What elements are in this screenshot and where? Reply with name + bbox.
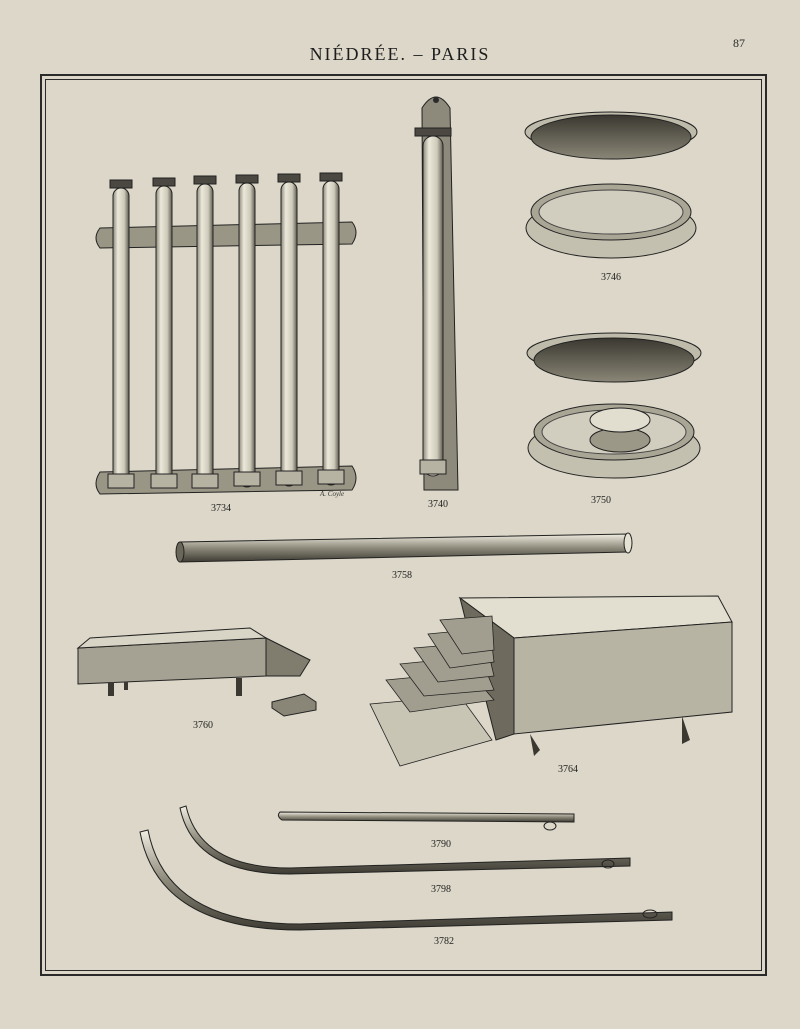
glass-tube-3758 — [176, 533, 632, 562]
caption-3758: 3758 — [392, 570, 412, 581]
small-slide-box-3760 — [78, 628, 316, 716]
caption-3750: 3750 — [591, 495, 611, 506]
catheter-3790 — [278, 812, 574, 830]
caption-3790: 3790 — [431, 839, 451, 850]
caption-3798: 3798 — [431, 884, 451, 895]
catheter-3782 — [140, 830, 672, 930]
caption-3782: 3782 — [434, 936, 454, 947]
caption-3764: 3764 — [558, 764, 578, 775]
page-title: NIÉDRÉE. – PARIS — [309, 44, 491, 64]
test-tube-rack-3734 — [96, 173, 356, 498]
page-number: 87 — [733, 36, 745, 50]
drawer-cabinet-3764 — [370, 596, 732, 766]
petri-dish-3746 — [525, 112, 697, 258]
single-tube-holder-3740 — [415, 97, 458, 490]
caption-3746: 3746 — [601, 272, 621, 283]
caption-3760: 3760 — [193, 720, 213, 731]
engraver-signature: A. Coyle — [320, 490, 345, 498]
caption-3740: 3740 — [428, 499, 448, 510]
petri-dish-with-ring-3750 — [527, 333, 701, 478]
caption-3734: 3734 — [211, 503, 231, 514]
